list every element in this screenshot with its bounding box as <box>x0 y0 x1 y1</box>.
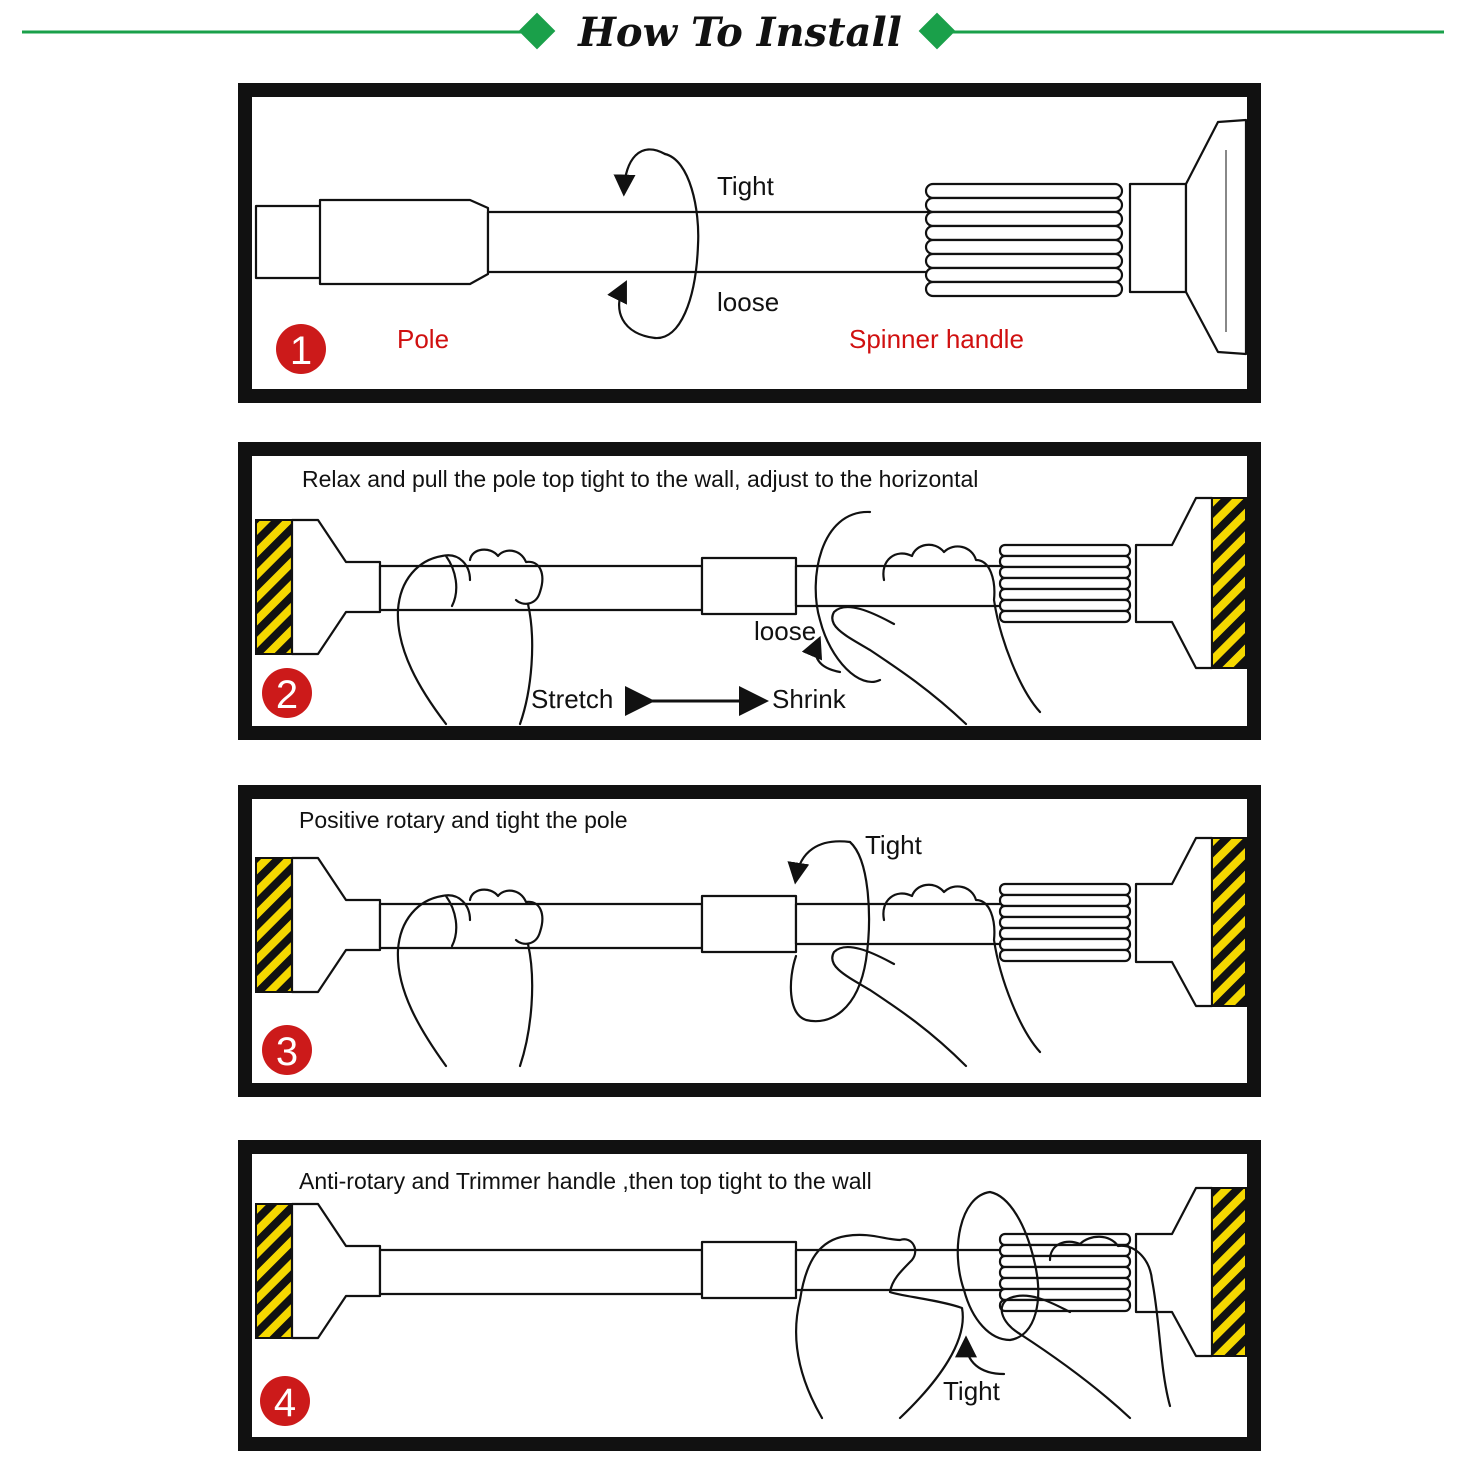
pole-tube <box>256 206 326 278</box>
step-panel-2 <box>245 449 1254 733</box>
page-title: How To Install <box>578 9 902 56</box>
label-spinner-handle: Spinner handle <box>849 324 1024 354</box>
label-tight: Tight <box>865 830 922 860</box>
wall-right <box>1212 498 1246 668</box>
label-loose: loose <box>717 287 780 317</box>
step-panel-1 <box>245 90 1254 396</box>
pole-collar <box>702 558 796 614</box>
step-caption: Relax and pull the pole top tight to the wall, adjust to the horizontal <box>302 466 979 492</box>
header <box>22 9 1444 56</box>
wall-right <box>1212 1188 1246 1356</box>
pole-tube <box>380 1250 702 1294</box>
pole-collar <box>702 1242 796 1298</box>
step-panel-3 <box>245 792 1254 1090</box>
step-caption: Anti-rotary and Trimmer handle ,then top tight to the wall <box>299 1168 872 1194</box>
step-panel-4 <box>245 1147 1254 1444</box>
label-tight: Tight <box>717 171 774 201</box>
label-stretch: Stretch <box>531 684 614 714</box>
step-number: 2 <box>275 673 299 717</box>
header-diamond-left <box>519 13 556 50</box>
wall-right <box>1212 838 1246 1006</box>
label-shrink: Shrink <box>772 684 846 714</box>
end-cap-neck <box>1130 184 1186 292</box>
step-number: 4 <box>273 1381 297 1425</box>
wall-left <box>256 1204 292 1338</box>
spinner-handle-grip <box>1000 884 1130 961</box>
spinner-handle-grip <box>926 184 1122 296</box>
pole-inner-tube <box>796 1250 1002 1290</box>
pole-inner-tube <box>488 212 930 272</box>
label-tight: Tight <box>943 1376 1000 1406</box>
pole-collar <box>320 200 488 284</box>
spinner-handle-grip <box>1000 1234 1130 1311</box>
label-pole: Pole <box>397 324 450 354</box>
wall-left <box>256 858 292 992</box>
header-diamond-right <box>919 13 956 50</box>
pole-inner-tube <box>796 904 1002 944</box>
label-loose: loose <box>754 616 817 646</box>
step-number: 3 <box>275 1030 299 1074</box>
pole-inner-tube <box>796 566 1002 606</box>
step-caption: Positive rotary and tight the pole <box>299 807 628 833</box>
step-number: 1 <box>289 329 313 373</box>
wall-left <box>256 520 292 654</box>
pole-collar <box>702 896 796 952</box>
spinner-handle-grip <box>1000 545 1130 622</box>
